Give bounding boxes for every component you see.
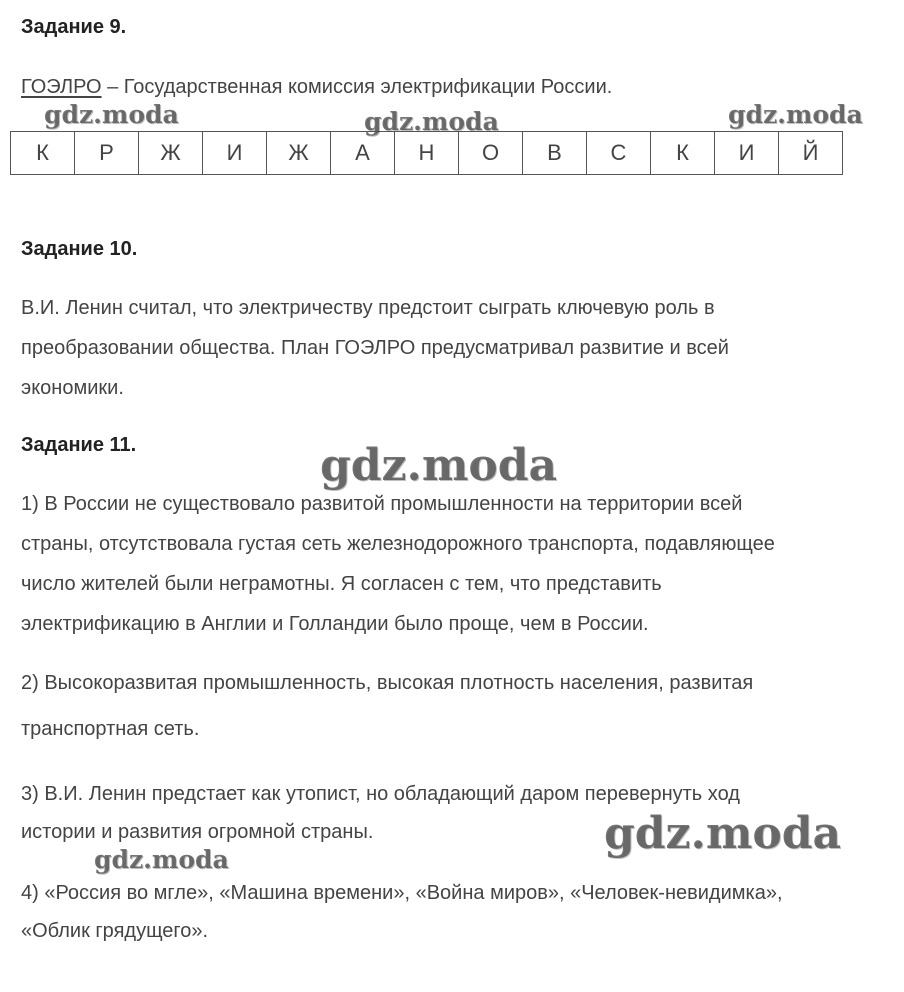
answer2-line: 2) Высокоразвитая промышленность, высокая плотность населения, развитая (21, 672, 754, 694)
letter-cell: И (203, 132, 267, 175)
letter-cell: Н (395, 132, 459, 175)
task11-heading: Задание 11. (21, 434, 137, 456)
letter-cell: С (587, 132, 651, 175)
answer1-line: число жителей были неграмотны. Я согласен с тем, что представить (21, 573, 662, 595)
letter-cell: А (331, 132, 395, 175)
task10-line: экономики. (21, 377, 124, 399)
answer1-line: страны, отсутствовала густая сеть железнодорожного транспорта, подавляющее (21, 533, 775, 555)
letter-cell: Й (779, 132, 843, 175)
answer1-line: электрификацию в Англии и Голландии было проще, чем в России. (21, 613, 649, 635)
letter-cell: И (715, 132, 779, 175)
task9-heading: Задание 9. (21, 16, 127, 38)
goelro-definition-text: – Государственная комиссия электрификации России. (101, 76, 613, 98)
letter-cell: Ж (267, 132, 331, 175)
answer3-line: истории и развития огромной страны. (21, 821, 374, 843)
watermark: gdz.moda (320, 440, 558, 491)
letter-cell: К (11, 132, 75, 175)
watermark: gdz.moda (728, 100, 863, 129)
letter-cell: Ж (139, 132, 203, 175)
letter-cell: В (523, 132, 587, 175)
answer1-line: 1) В России не существовало развитой промышленности на территории всей (21, 493, 743, 515)
task9-definition (21, 76, 612, 99)
answer4-line: «Облик грядущего». (21, 920, 209, 942)
letter-cell: К (651, 132, 715, 175)
letter-cell: О (459, 132, 523, 175)
letter-cell: Р (75, 132, 139, 175)
goelro-abbreviation: ГОЭЛРО (21, 76, 102, 98)
watermark: gdz.moda (44, 100, 179, 129)
answer2-line: транспортная сеть. (21, 718, 200, 740)
letter-grid (10, 131, 843, 175)
answer3-line: 3) В.И. Ленин предстает как утопист, но обладающий даром перевернуть ход (21, 783, 740, 805)
letter-grid-row (11, 132, 843, 175)
watermark: gdz.moda (364, 107, 499, 136)
answer4-line: 4) «Россия во мгле», «Машина времени», «Война миров», «Человек-невидимка», (21, 882, 783, 904)
watermark: gdz.moda (94, 845, 229, 874)
task10-line: преобразовании общества. План ГОЭЛРО предусматривал развитие и всей (21, 337, 729, 359)
task10-heading: Задание 10. (21, 238, 138, 260)
watermark: gdz.moda (604, 808, 842, 859)
task10-line: В.И. Ленин считал, что электричеству предстоит сыграть ключевую роль в (21, 297, 715, 319)
